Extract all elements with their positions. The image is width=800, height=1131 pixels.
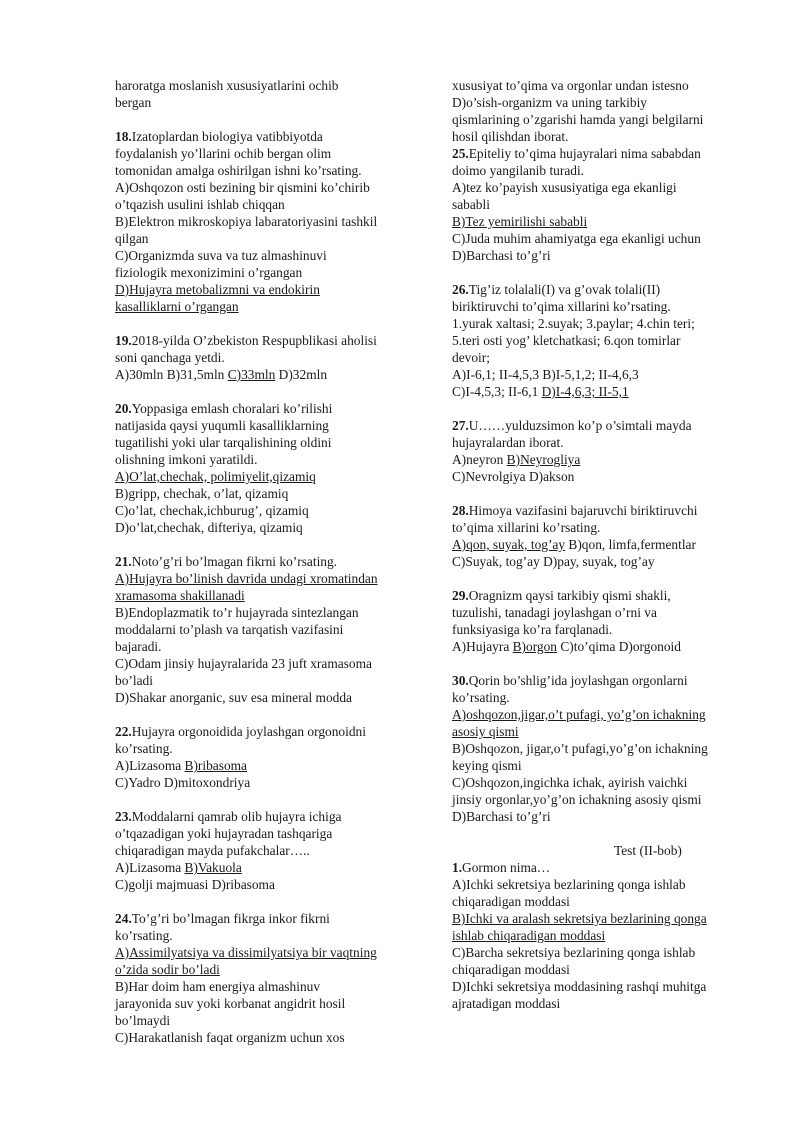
right-column (452, 77, 752, 1012)
text-run: bergan (115, 95, 152, 110)
text-line (452, 128, 752, 145)
question-number: 23. (115, 809, 132, 824)
text-line (115, 94, 415, 111)
correct-answer: C)33mln (227, 367, 276, 382)
text-run: jarayonida suv yoki korbanat angidrit hosil (115, 996, 346, 1011)
text-run: A)neyron (452, 452, 507, 467)
text-run: ko’rsating. (115, 741, 173, 756)
correct-answer: B)Tez yemirilishi sababli (452, 214, 588, 229)
text-line (115, 842, 415, 859)
text-line (452, 553, 752, 570)
question-number: 18. (115, 129, 132, 144)
blank-line (452, 400, 752, 417)
text-line (452, 179, 752, 196)
text-line (452, 672, 752, 689)
text-line (115, 485, 415, 502)
text-line (452, 876, 752, 893)
section-title: Test (II-bob) (614, 843, 682, 858)
text-line (452, 689, 752, 706)
text-line (115, 740, 415, 757)
text-run: sababli (452, 197, 490, 212)
text-run: U……yulduzsimon ko’p o’simtali mayda (468, 418, 692, 433)
text-line (452, 349, 752, 366)
text-run: ko’rsating. (115, 928, 173, 943)
text-run: D)o’sish-organizm va uning tarkibiy (452, 95, 648, 110)
text-line (452, 536, 752, 553)
text-line (452, 315, 752, 332)
text-line (452, 604, 752, 621)
text-line (452, 978, 752, 995)
text-run: natijasida qaysi yuqumli kasalliklarning (115, 418, 329, 433)
text-line (452, 961, 752, 978)
text-line (452, 519, 752, 536)
blank-line (452, 825, 752, 842)
text-line (452, 94, 752, 111)
text-line (452, 332, 752, 349)
text-line (452, 587, 752, 604)
text-run: fiziologik mexonizimini o’rgangan (115, 265, 303, 280)
text-run: Gormon nima… (462, 860, 551, 875)
text-line (115, 366, 415, 383)
text-run: D)Barchasi to’g’ri (452, 248, 551, 263)
text-line (115, 621, 415, 638)
text-run: to’qima xillarini ko’rsating. (452, 520, 601, 535)
text-run: A)Lizasoma (115, 860, 185, 875)
text-run: D)Ichki sekretsiya moddasining rashqi muhitga (452, 979, 707, 994)
text-line (115, 995, 415, 1012)
blank-line (115, 111, 415, 128)
correct-answer: A)Assimilyatsiya va dissimilyatsiya bir vaqtning (115, 945, 377, 960)
correct-answer: A)qon, suyak, tog’ay (452, 537, 566, 552)
text-line (452, 111, 752, 128)
correct-answer: B)Neyrogliya (506, 452, 581, 467)
text-line (452, 723, 752, 740)
text-run: D)32mln (275, 367, 328, 382)
text-run: Hujayra orgonoidida joylashgan orgonoidni (131, 724, 366, 739)
text-line (452, 791, 752, 808)
text-line (115, 1012, 415, 1029)
text-line (115, 927, 415, 944)
question-number: 21. (115, 554, 132, 569)
text-run: Epiteliy to’qima hujayralari nima sababdan (468, 146, 701, 161)
text-line (115, 961, 415, 978)
text-line (115, 587, 415, 604)
text-line (452, 230, 752, 247)
text-run: C)Nevrolgiya D)akson (452, 469, 575, 484)
text-run: A)Oshqozon osti bezining bir qismini ko’chirib (115, 180, 370, 195)
correct-answer: B)orgon (512, 639, 557, 654)
left-column (115, 77, 415, 1046)
text-line (452, 196, 752, 213)
text-line (115, 859, 415, 876)
text-line (115, 417, 415, 434)
text-run: B)qon, limfa,fermentlar (565, 537, 696, 552)
text-line (452, 145, 752, 162)
text-run: B)Elektron mikroskopiya labaratoriyasini tashkil (115, 214, 378, 229)
text-run: A)tez ko’payish xususiyatiga ega ekanligi (452, 180, 677, 195)
blank-line (115, 383, 415, 400)
text-run: 1.yurak xaltasi; 2.suyak; 3.paylar; 4.chin teri; (452, 316, 695, 331)
correct-answer: o’zida sodir bo’ladi (115, 962, 220, 977)
text-line (452, 162, 752, 179)
question-number: 26. (452, 282, 469, 297)
text-line (452, 774, 752, 791)
text-line (115, 332, 415, 349)
blank-line (115, 706, 415, 723)
text-run: hosil qilishdan iborat. (452, 129, 569, 144)
question-number: 20. (115, 401, 132, 416)
text-run: To’g’ri bo’lmagan fikrga inkor fikrni (131, 911, 330, 926)
text-run: chiqaradigan moddasi (452, 962, 570, 977)
text-line (452, 621, 752, 638)
question-number: 29. (452, 588, 469, 603)
text-run: ajratadigan moddasi (452, 996, 561, 1011)
text-run: keying qismi (452, 758, 522, 773)
text-line (115, 672, 415, 689)
text-run: C)Oshqozon,ingichka ichak, ayirish vaichki (452, 775, 688, 790)
text-run: bajaradi. (115, 639, 162, 654)
text-line (452, 757, 752, 774)
text-line (115, 553, 415, 570)
text-line (115, 179, 415, 196)
text-line (115, 1029, 415, 1046)
text-run: tuzulishi, tanadagi joylashgan o’rni va (452, 605, 657, 620)
blank-line (115, 536, 415, 553)
text-run: B)Oshqozon, jigar,o’t pufagi,yo’g’on ichakning (452, 741, 708, 756)
text-run: C)I-4,5,3; II-6,1 (452, 384, 542, 399)
text-run: foydalanish yo’llarini ochib bergan olim (115, 146, 332, 161)
text-run: Noto’g’ri bo’lmagan fikrni ko’rsating. (131, 554, 338, 569)
text-line (115, 400, 415, 417)
text-run: C)Suyak, tog’ay D)pay, suyak, tog’ay (452, 554, 655, 569)
text-run: B)gripp, chechak, o’lat, qizamiq (115, 486, 289, 501)
text-line (115, 570, 415, 587)
text-run: D)Shakar anorganic, suv esa mineral modda (115, 690, 352, 705)
blank-line (452, 655, 752, 672)
blank-line (115, 791, 415, 808)
text-line (115, 77, 415, 94)
text-run: A)30mln B)31,5mln (115, 367, 228, 382)
correct-answer: A)Hujayra bo’linish davrida undagi xromatindan (115, 571, 378, 586)
question-number: 22. (115, 724, 132, 739)
text-run: B)Har doim ham energiya almashinuv (115, 979, 321, 994)
text-line (452, 468, 752, 485)
text-line (452, 247, 752, 264)
text-line (115, 247, 415, 264)
text-line (115, 502, 415, 519)
blank-line (115, 893, 415, 910)
blank-line (452, 485, 752, 502)
correct-answer: B)Vakuola (184, 860, 242, 875)
text-run: A)Ichki sekretsiya bezlarining qonga ishlab (452, 877, 686, 892)
text-run: Oragnizm qaysi tarkibiy qismi shakli, (468, 588, 671, 603)
text-run: C)Yadro D)mitoxondriya (115, 775, 251, 790)
text-run: tomonidan amalga oshirilgan ishni ko’rsating. (115, 163, 362, 178)
text-run: A)I-6,1; II-4,5,3 B)I-5,1,2; II-4,6,3 (452, 367, 639, 382)
text-run: soni qanchaga yetdi. (115, 350, 225, 365)
question-number: 1. (452, 860, 463, 875)
text-run: Tig’iz tolalali(I) va g’ovak tolali(II) (468, 282, 661, 297)
text-line (115, 519, 415, 536)
text-line (115, 723, 415, 740)
text-line (115, 808, 415, 825)
text-line (115, 468, 415, 485)
text-run: D)o’lat,chechak, difteriya, qizamiq (115, 520, 303, 535)
text-line (452, 893, 752, 910)
correct-answer: D)I-4,6,3; II-5,1 (541, 384, 629, 399)
text-line (115, 230, 415, 247)
text-run: biriktiruvchi to’qima xillarini ko’rsating. (452, 299, 671, 314)
text-line (452, 638, 752, 655)
text-run: chiqaradigan mayda pufakchalar….. (115, 843, 310, 858)
correct-answer: kasalliklarni o’rgangan (115, 299, 239, 314)
text-run: 5.teri osti yog’ kletchatkasi; 6.qon tomirlar (452, 333, 681, 348)
correct-answer: ishlab chiqaradigan moddasi (452, 928, 606, 943)
text-line (115, 757, 415, 774)
text-line (115, 604, 415, 621)
text-run: qismlarining o’zgarishi hamda yangi belgilarni (452, 112, 704, 127)
text-line (115, 689, 415, 706)
text-line (115, 349, 415, 366)
text-line (452, 383, 752, 400)
text-line (115, 434, 415, 451)
text-line (452, 808, 752, 825)
text-run: D)Barchasi to’g’ri (452, 809, 551, 824)
text-line (452, 77, 752, 94)
text-line (452, 434, 752, 451)
question-number: 25. (452, 146, 469, 161)
text-line (115, 876, 415, 893)
text-run: Yoppasiga emlash choralari ko’rilishi (131, 401, 333, 416)
text-run: B)Endoplazmatik to’r hujayrada sintezlangan (115, 605, 359, 620)
text-run: olishning imkoni yaratildi. (115, 452, 258, 467)
text-line (115, 213, 415, 230)
text-line (452, 910, 752, 927)
text-run: bo’ladi (115, 673, 153, 688)
text-run: C)Juda muhim ahamiyatga ega ekanligi uchun (452, 231, 701, 246)
text-line (115, 978, 415, 995)
text-line (115, 774, 415, 791)
correct-answer: B)ribasoma (184, 758, 248, 773)
text-run: ko’rsating. (452, 690, 510, 705)
text-run: tugatilishi yoki ular tarqalishining oldini (115, 435, 332, 450)
text-run: bo’lmaydi (115, 1013, 171, 1028)
correct-answer: A)O’lat,chechak, polimiyelit,qizamiq (115, 469, 316, 484)
text-run: o’tqazish usulini ishlab chiqqan (115, 197, 285, 212)
text-run: C)Barcha sekretsiya bezlarining qonga ishlab (452, 945, 696, 960)
text-run: C)o’lat, chechak,ichburug’, qizamiq (115, 503, 309, 518)
text-run: moddalarni to’plash va tarqatish vazifasini (115, 622, 344, 637)
text-line (115, 655, 415, 672)
text-line (115, 910, 415, 927)
correct-answer: B)Ichki va aralash sekretsiya bezlarining qonga (452, 911, 707, 926)
text-run: Moddalarni qamrab olib hujayra ichiga (131, 809, 342, 824)
text-run: A)Hujayra (452, 639, 513, 654)
text-line (115, 825, 415, 842)
text-line (452, 298, 752, 315)
correct-answer: D)Hujayra metobalizmni va endokirin (115, 282, 320, 297)
text-line (452, 417, 752, 434)
text-line (452, 451, 752, 468)
text-run: 2018-yilda O’zbekiston Respupblikasi aholisi (131, 333, 377, 348)
text-run: Izatoplardan biologiya vatibbiyotda (131, 129, 323, 144)
blank-line (115, 315, 415, 332)
question-number: 27. (452, 418, 469, 433)
text-line (452, 944, 752, 961)
text-line (115, 298, 415, 315)
text-run: C)golji majmuasi D)ribasoma (115, 877, 275, 892)
text-run: C)Harakatlanish faqat organizm uchun xos (115, 1030, 345, 1045)
text-line (452, 366, 752, 383)
text-line (452, 740, 752, 757)
text-line (115, 196, 415, 213)
question-number: 24. (115, 911, 132, 926)
text-run: jinsiy orgonlar,yo’g’on ichakning asosiy qismi (452, 792, 702, 807)
correct-answer: asosiy qismi (452, 724, 519, 739)
text-line (115, 451, 415, 468)
text-line (452, 995, 752, 1012)
text-run: C)Odam jinsiy hujayralarida 23 juft xramasoma (115, 656, 372, 671)
text-run: C)to’qima D)orgonoid (557, 639, 681, 654)
text-run: doimo yangilanib turadi. (452, 163, 585, 178)
text-line (115, 281, 415, 298)
text-run: xususiyat to’qima va orgonlar undan istesno (452, 78, 689, 93)
correct-answer: A)oshqozon,jigar,o’t pufagi, yo’g’on ichakning (452, 707, 706, 722)
text-run: devoir; (452, 350, 490, 365)
text-run: qilgan (115, 231, 149, 246)
text-line (452, 281, 752, 298)
text-line (115, 264, 415, 281)
text-run: hujayralardan iborat. (452, 435, 564, 450)
text-run: funksiyasiga ko’ra farqlanadi. (452, 622, 613, 637)
text-run: haroratga moslanish xususiyatlarini ochib (115, 78, 339, 93)
question-number: 28. (452, 503, 469, 518)
text-line (115, 638, 415, 655)
question-number: 30. (452, 673, 469, 688)
text-line (452, 859, 752, 876)
text-line (452, 213, 752, 230)
text-run: A)Lizasoma (115, 758, 185, 773)
text-run: o’tqazadigan yoki hujayradan tashqariga (115, 826, 333, 841)
text-line (452, 927, 752, 944)
text-run: chiqaradigan moddasi (452, 894, 570, 909)
text-run: C)Organizmda suva va tuz almashinuvi (115, 248, 327, 263)
question-number: 19. (115, 333, 132, 348)
blank-line (452, 264, 752, 281)
blank-line (452, 570, 752, 587)
text-run: Qorin bo’shlig’ida joylashgan orgonlarni (468, 673, 688, 688)
text-line (115, 128, 415, 145)
text-line (115, 944, 415, 961)
text-line (115, 162, 415, 179)
text-run: Himoya vazifasini bajaruvchi biriktiruvchi (468, 503, 698, 518)
text-line (115, 145, 415, 162)
text-line (452, 706, 752, 723)
text-line (452, 502, 752, 519)
correct-answer: xramasoma shakillanadi (115, 588, 245, 603)
